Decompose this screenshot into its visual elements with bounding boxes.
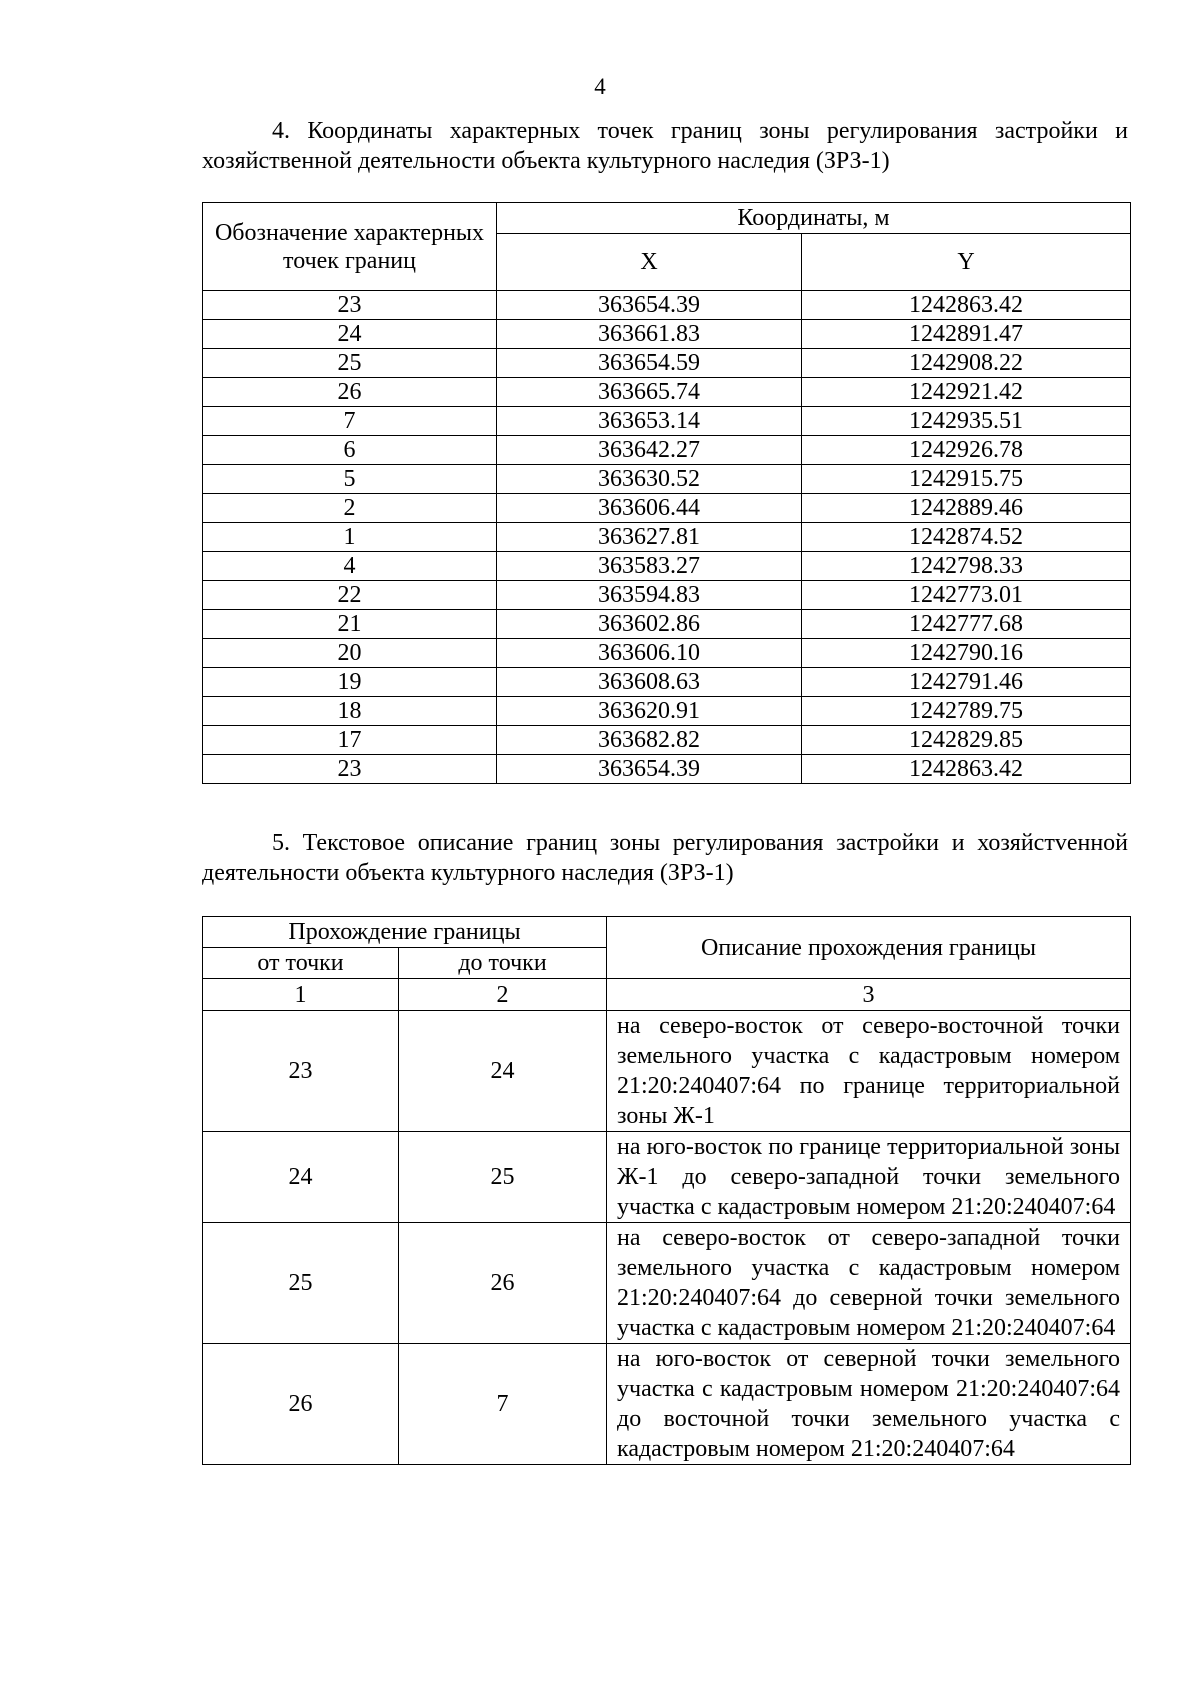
y-cell: 1242921.42 bbox=[802, 378, 1131, 407]
header-description: Описание прохождения границы bbox=[607, 917, 1131, 979]
y-cell: 1242798.33 bbox=[802, 552, 1131, 581]
y-cell: 1242874.52 bbox=[802, 523, 1131, 552]
y-cell: 1242863.42 bbox=[802, 755, 1131, 784]
x-cell: 363620.91 bbox=[497, 697, 802, 726]
x-cell: 363608.63 bbox=[497, 668, 802, 697]
x-cell: 363665.74 bbox=[497, 378, 802, 407]
table-row bbox=[203, 1344, 1131, 1465]
from-point-cell: 25 bbox=[203, 1223, 399, 1344]
point-cell: 5 bbox=[203, 465, 497, 494]
point-cell: 1 bbox=[203, 523, 497, 552]
x-cell: 363661.83 bbox=[497, 320, 802, 349]
point-cell: 23 bbox=[203, 755, 497, 784]
description-cell: на юго-восток от северной точки земельного участка с кадастровым номером 21:20:240407:64 до восточной точки земельного участка с кадастровым номером 21:20:240407:64 bbox=[607, 1344, 1131, 1465]
y-cell: 1242935.51 bbox=[802, 407, 1131, 436]
y-cell: 1242777.68 bbox=[802, 610, 1131, 639]
table-row bbox=[203, 436, 1131, 465]
description-cell: на юго-восток по границе территориальной зоны Ж-1 до северо-западной точки земельного участка с кадастровым номером 21:20:240407:64 bbox=[607, 1132, 1131, 1223]
col-number-2: 2 bbox=[399, 979, 607, 1011]
to-point-cell: 25 bbox=[399, 1132, 607, 1223]
x-cell: 363654.39 bbox=[497, 291, 802, 320]
x-cell: 363583.27 bbox=[497, 552, 802, 581]
header-from: от точки bbox=[203, 948, 399, 979]
y-cell: 1242889.46 bbox=[802, 494, 1131, 523]
table-row bbox=[203, 726, 1131, 755]
from-point-cell: 23 bbox=[203, 1011, 399, 1132]
header-passage: Прохождение границы bbox=[203, 917, 607, 948]
point-cell: 26 bbox=[203, 378, 497, 407]
table-row bbox=[203, 523, 1131, 552]
description-cell: на северо-восток от северо-восточной точки земельного участка с кадастровым номером 21:20:240407:64 по границе территориальной зоны Ж-1 bbox=[607, 1011, 1131, 1132]
table-row bbox=[203, 552, 1131, 581]
table-row bbox=[203, 1132, 1131, 1223]
y-cell: 1242773.01 bbox=[802, 581, 1131, 610]
y-cell: 1242926.78 bbox=[802, 436, 1131, 465]
table-row bbox=[203, 697, 1131, 726]
point-cell: 23 bbox=[203, 291, 497, 320]
boundary-description-table bbox=[202, 916, 1131, 1465]
y-cell: 1242915.75 bbox=[802, 465, 1131, 494]
point-cell: 18 bbox=[203, 697, 497, 726]
header-to: до точки bbox=[399, 948, 607, 979]
description-cell: на северо-восток от северо-западной точки земельного участка с кадастровым номером 21:20:240407:64 до северной точки земельного участка с кадастровым номером 21:20:240407:64 bbox=[607, 1223, 1131, 1344]
to-point-cell: 7 bbox=[399, 1344, 607, 1465]
from-point-cell: 26 bbox=[203, 1344, 399, 1465]
x-cell: 363654.59 bbox=[497, 349, 802, 378]
section-4-heading: 4. Координаты характерных точек границ зоны регулирования застройки и хозяйственной деятельности объекта культурного наследия (ЗРЗ-1) bbox=[202, 118, 1128, 174]
point-cell: 4 bbox=[203, 552, 497, 581]
x-cell: 363606.10 bbox=[497, 639, 802, 668]
table-row bbox=[203, 320, 1131, 349]
header-x: X bbox=[497, 234, 802, 291]
section-5-heading: 5. Текстовое описание границ зоны регулирования застройки и хозяйстvенной деятельности объекта культурного наследия (ЗРЗ-1) bbox=[202, 830, 1128, 886]
table-row bbox=[203, 668, 1131, 697]
point-cell: 24 bbox=[203, 320, 497, 349]
page-number: 4 bbox=[594, 74, 606, 99]
x-cell: 363642.27 bbox=[497, 436, 802, 465]
to-point-cell: 26 bbox=[399, 1223, 607, 1344]
y-cell: 1242908.22 bbox=[802, 349, 1131, 378]
from-point-cell: 24 bbox=[203, 1132, 399, 1223]
x-cell: 363606.44 bbox=[497, 494, 802, 523]
y-cell: 1242789.75 bbox=[802, 697, 1131, 726]
x-cell: 363682.82 bbox=[497, 726, 802, 755]
table-row bbox=[203, 581, 1131, 610]
table-row bbox=[203, 755, 1131, 784]
point-cell: 22 bbox=[203, 581, 497, 610]
table-row bbox=[203, 465, 1131, 494]
table-row bbox=[203, 378, 1131, 407]
x-cell: 363630.52 bbox=[497, 465, 802, 494]
y-cell: 1242829.85 bbox=[802, 726, 1131, 755]
col-number-3: 3 bbox=[607, 979, 1131, 1011]
y-cell: 1242791.46 bbox=[802, 668, 1131, 697]
table-row bbox=[203, 1011, 1131, 1132]
x-cell: 363594.83 bbox=[497, 581, 802, 610]
table-row bbox=[203, 494, 1131, 523]
x-cell: 363602.86 bbox=[497, 610, 802, 639]
col-number-1: 1 bbox=[203, 979, 399, 1011]
point-cell: 21 bbox=[203, 610, 497, 639]
point-cell: 17 bbox=[203, 726, 497, 755]
point-cell: 2 bbox=[203, 494, 497, 523]
point-cell: 7 bbox=[203, 407, 497, 436]
table-row bbox=[203, 1223, 1131, 1344]
x-cell: 363627.81 bbox=[497, 523, 802, 552]
to-point-cell: 24 bbox=[399, 1011, 607, 1132]
point-cell: 19 bbox=[203, 668, 497, 697]
table-row bbox=[203, 639, 1131, 668]
point-cell: 20 bbox=[203, 639, 497, 668]
header-coordinates: Координаты, м bbox=[497, 203, 1131, 234]
x-cell: 363653.14 bbox=[497, 407, 802, 436]
header-designation: Обозначение характерных точек границ bbox=[203, 203, 497, 291]
table-row bbox=[203, 291, 1131, 320]
header-y: Y bbox=[802, 234, 1131, 291]
y-cell: 1242790.16 bbox=[802, 639, 1131, 668]
y-cell: 1242863.42 bbox=[802, 291, 1131, 320]
table-row bbox=[203, 407, 1131, 436]
point-cell: 25 bbox=[203, 349, 497, 378]
point-cell: 6 bbox=[203, 436, 497, 465]
y-cell: 1242891.47 bbox=[802, 320, 1131, 349]
table-row bbox=[203, 610, 1131, 639]
x-cell: 363654.39 bbox=[497, 755, 802, 784]
coordinates-table bbox=[202, 202, 1131, 784]
table-row bbox=[203, 349, 1131, 378]
